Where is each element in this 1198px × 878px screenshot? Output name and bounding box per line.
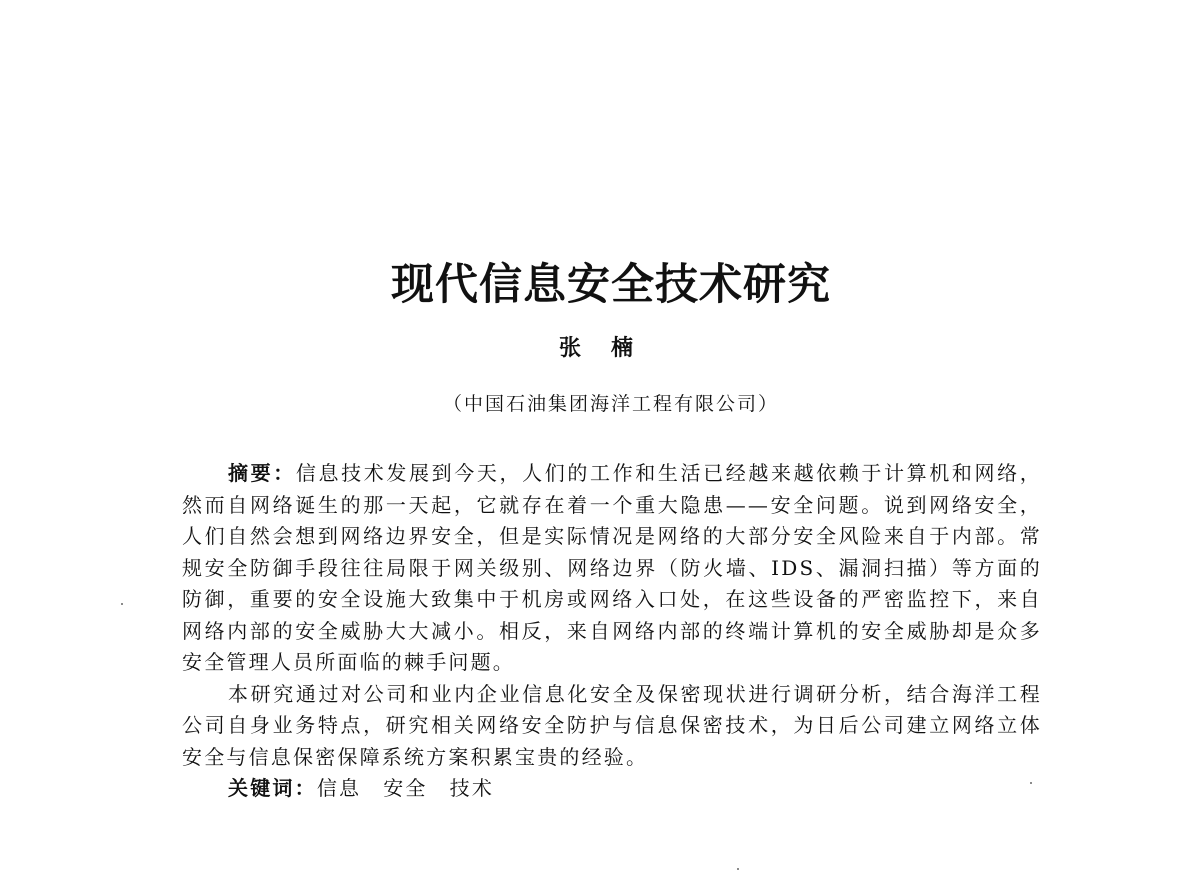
paper-title: 现代信息安全技术研究 [391, 260, 831, 310]
keywords-line [182, 773, 1042, 805]
abstract-paragraph [182, 458, 1042, 679]
scan-speck [1030, 782, 1032, 784]
author-affiliation: （中国石油集团海洋工程有限公司） [442, 393, 779, 415]
scan-speck [121, 603, 123, 605]
keyword-item: 信息 [316, 776, 362, 800]
keyword-item: 技术 [449, 776, 495, 800]
keywords-label: 关键词： [228, 776, 317, 800]
scan-speck [737, 868, 739, 870]
abstract-block [182, 458, 1042, 805]
abstract-text: 信息技术发展到今天，人们的工作和生活已经越来越依赖于计算机和网络，然而自网络诞生的那一天起，它就存在着一个重大隐患——安全问题。说到网络安全，人们自然会想到网络边界安全，但是实际情况是网络的大部分安全风险来自于内部。常规安全防御手段往往局限于网关级别、网络边界（防火墙、IDS、漏洞扫描）等方面的防御，重要的安全设施大致集中于机房或网络入口处，在这些设备的严密监控下，来自网络内部的安全威胁大大减小。相反，来自网络内部的终端计算机的安全威胁却是众多安全管理人员所面临的棘手问题。 [182, 461, 1042, 674]
keyword-item: 安全 [383, 776, 428, 800]
abstract-label: 摘要： [228, 461, 296, 485]
author-name: 张楠 [558, 335, 663, 361]
research-paragraph: 本研究通过对公司和业内企业信息化安全及保密现状进行调研分析，结合海洋工程公司自身业务特点，研究相关网络安全防护与信息保密技术，为日后公司建立网络立体安全与信息保密保障系统方案积累宝贵的经验。 [182, 681, 1042, 769]
